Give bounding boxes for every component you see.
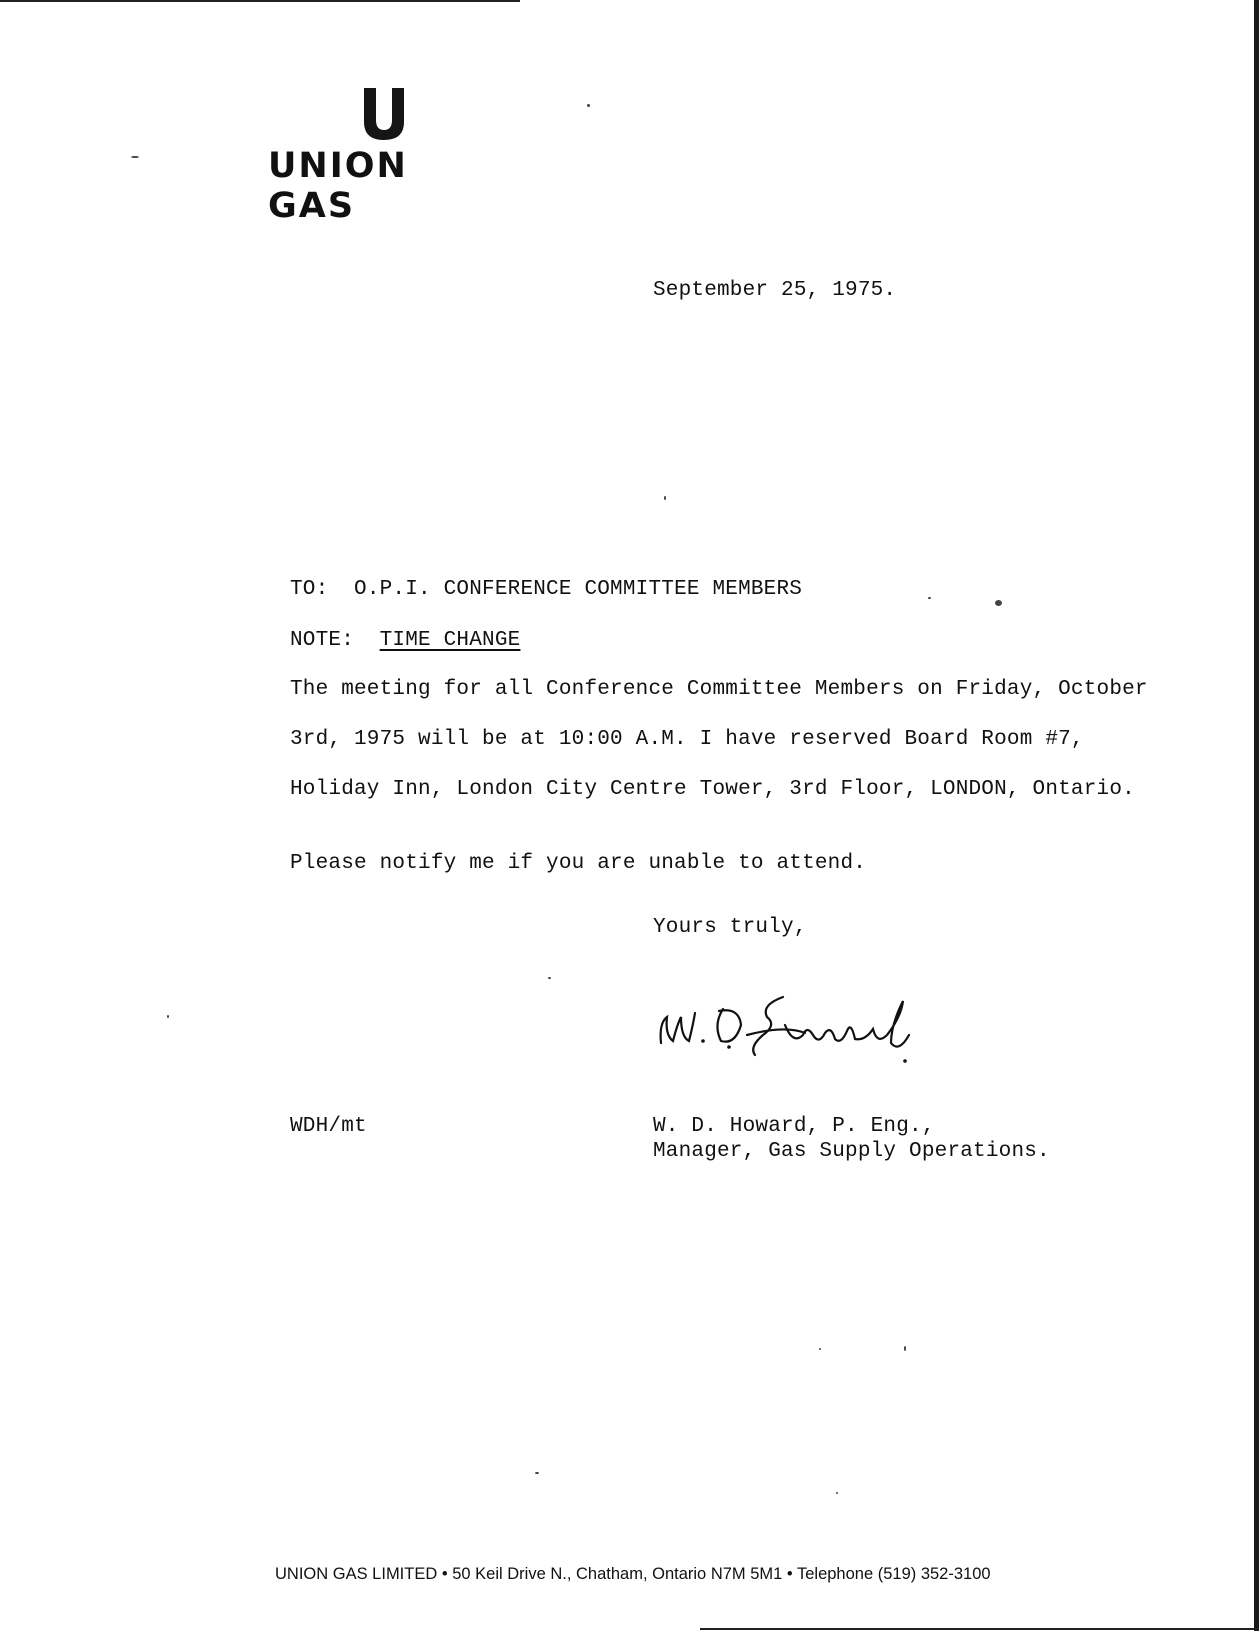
typist-initials: WDH/mt <box>290 1115 367 1138</box>
company-wordmark: UNION GAS <box>268 146 408 226</box>
closing-line: Yours truly, <box>653 916 807 939</box>
scan-edge-top <box>0 0 520 2</box>
note-label: NOTE: <box>290 629 355 652</box>
recipient-line <box>290 577 802 603</box>
scan-speck <box>587 104 590 107</box>
handwritten-signature <box>655 995 935 1065</box>
scan-speck <box>928 597 931 599</box>
recipient-value: O.P.I. CONFERENCE COMMITTEE MEMBERS <box>354 578 803 601</box>
scan-speck <box>995 600 1002 606</box>
body-line-3: Holiday Inn, London City Centre Tower, 3rd Floor, LONDON, Ontario. <box>290 778 1135 801</box>
scan-edge-right <box>1254 0 1259 1631</box>
note-line <box>290 628 520 654</box>
body-line-4: Please notify me if you are unable to attend. <box>290 852 867 875</box>
signatory-name: W. D. Howard, P. Eng., <box>653 1115 935 1138</box>
company-footer: UNION GAS LIMITED • 50 Keil Drive N., Chatham, Ontario N7M 5M1 • Telephone (519) 352-3100 <box>275 1565 991 1583</box>
scan-speck <box>548 977 551 979</box>
note-value: TIME CHANGE <box>379 629 521 652</box>
signatory-title: Manager, Gas Supply Operations. <box>653 1140 1050 1163</box>
body-line-2: 3rd, 1975 will be at 10:00 A.M. I have reserved Board Room #7, <box>290 728 1084 751</box>
scan-speck <box>664 496 666 500</box>
scan-edge-bottom <box>700 1628 1259 1630</box>
letter-date: September 25, 1975. <box>653 279 897 302</box>
scan-speck <box>836 1492 838 1494</box>
union-gas-logo <box>268 88 498 226</box>
scan-speck <box>131 156 139 158</box>
scan-speck <box>904 1346 906 1351</box>
body-line-1: The meeting for all Conference Committee Members on Friday, October <box>290 678 1148 701</box>
union-gas-u-icon <box>364 88 404 140</box>
scan-speck <box>167 1015 169 1018</box>
to-label: TO: <box>290 578 329 601</box>
scan-speck <box>535 1472 539 1474</box>
scan-speck <box>819 1348 821 1350</box>
